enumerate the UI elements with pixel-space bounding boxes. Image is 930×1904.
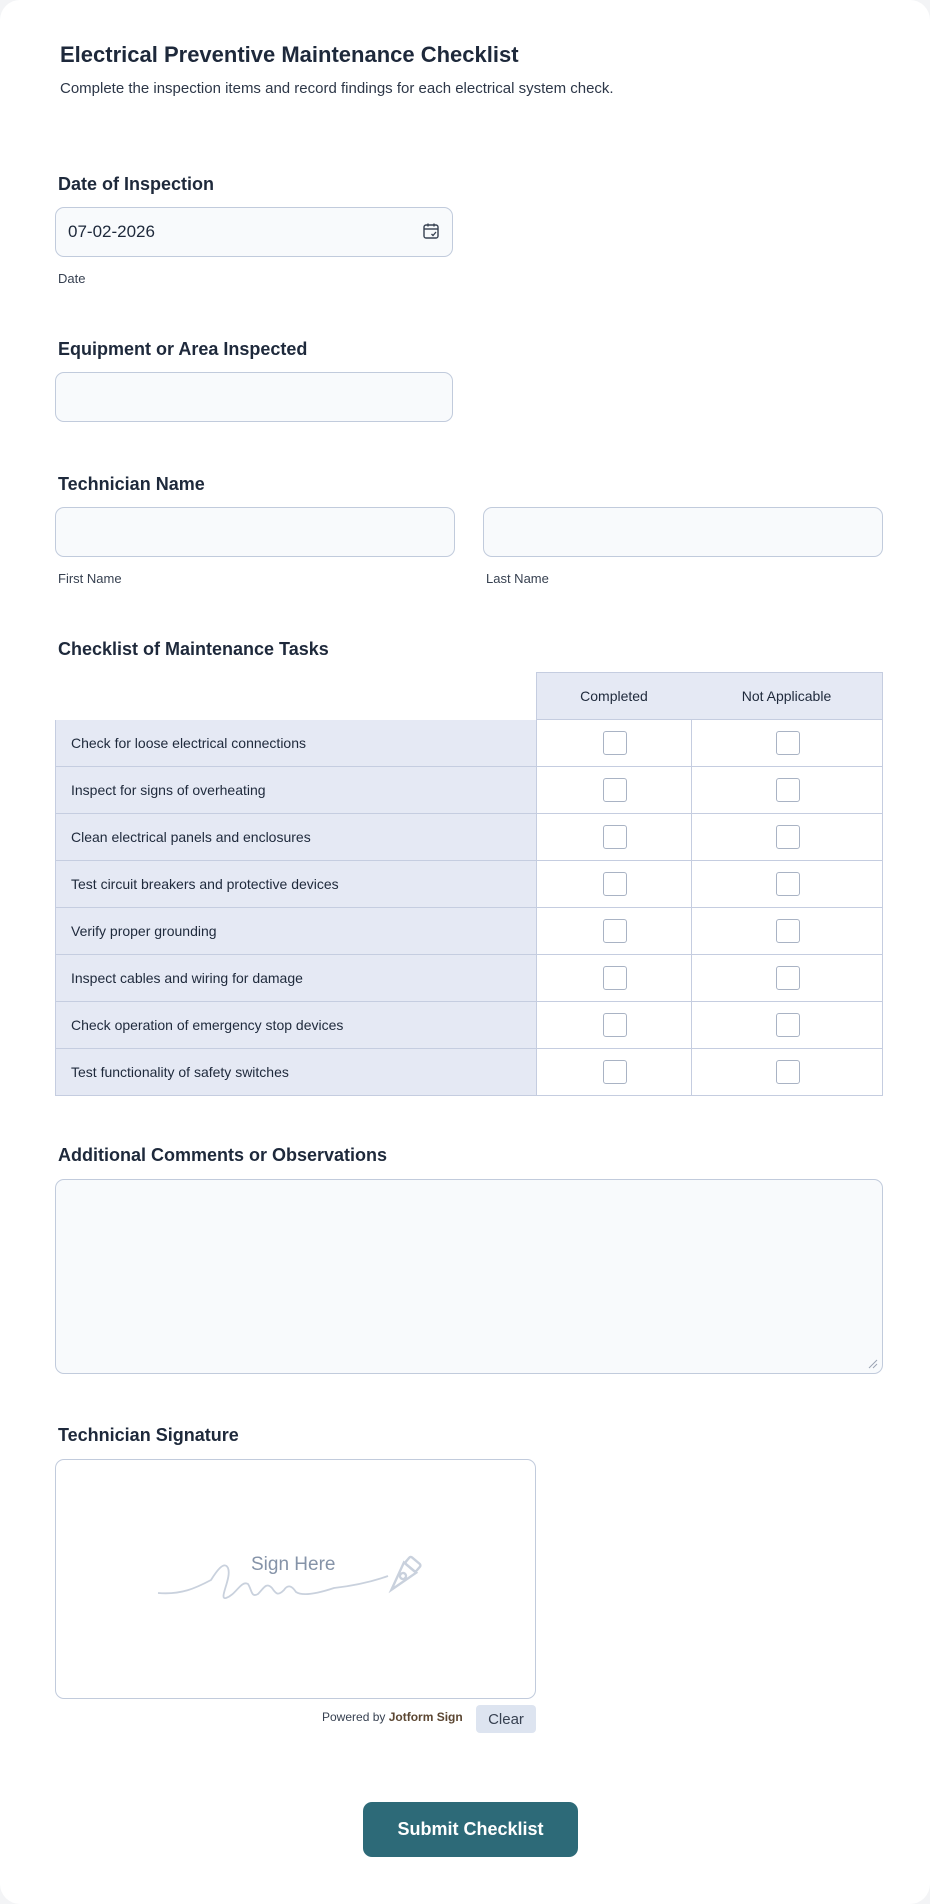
completed-checkbox[interactable] (603, 966, 627, 990)
table-row (55, 1049, 883, 1096)
completed-checkbox[interactable] (603, 825, 627, 849)
not-applicable-checkbox[interactable] (776, 1013, 800, 1037)
comments-label: Additional Comments or Observations (58, 1145, 388, 1165)
row-label: Clean electrical panels and enclosures (55, 814, 537, 861)
matrix-cell (537, 720, 692, 767)
table-row (55, 861, 883, 908)
table-row (55, 1002, 883, 1049)
date-label: Date of Inspection (58, 174, 215, 194)
column-header-completed: Completed (536, 672, 692, 720)
not-applicable-checkbox[interactable] (776, 966, 800, 990)
row-label: Verify proper grounding (55, 908, 537, 955)
calendar-icon[interactable] (422, 222, 440, 240)
comments-textarea[interactable] (55, 1179, 883, 1374)
table-row (55, 814, 883, 861)
row-label: Inspect for signs of overheating (55, 767, 537, 814)
matrix-cell (537, 814, 692, 861)
powered-prefix: Powered by (322, 1710, 386, 1724)
matrix-cell (537, 767, 692, 814)
date-value: 07-02-2026 (68, 222, 155, 241)
clear-signature-button[interactable]: Clear (476, 1705, 536, 1733)
row-label: Test circuit breakers and protective devices (55, 861, 537, 908)
matrix-cell (692, 767, 883, 814)
first-name-sublabel: First Name (58, 571, 122, 586)
first-name-input[interactable] (55, 507, 455, 557)
row-label: Check operation of emergency stop devices (55, 1002, 537, 1049)
signature-label: Technician Signature (58, 1425, 239, 1445)
not-applicable-checkbox[interactable] (776, 778, 800, 802)
not-applicable-checkbox[interactable] (776, 825, 800, 849)
completed-checkbox[interactable] (603, 731, 627, 755)
technician-label: Technician Name (58, 474, 205, 494)
matrix-cell (537, 1002, 692, 1049)
last-name-sublabel: Last Name (486, 571, 549, 586)
equipment-input[interactable] (55, 372, 453, 422)
date-input[interactable] (55, 207, 453, 257)
equipment-label: Equipment or Area Inspected (58, 339, 308, 359)
signature-scribble-icon (156, 1550, 416, 1610)
matrix-cell (537, 955, 692, 1002)
row-label: Test functionality of safety switches (55, 1049, 537, 1096)
sign-here-hint: Sign Here (251, 1554, 336, 1575)
submit-button[interactable]: Submit Checklist (363, 1802, 578, 1857)
not-applicable-checkbox[interactable] (776, 872, 800, 896)
powered-brand: Jotform Sign (388, 1710, 463, 1724)
row-label: Inspect cables and wiring for damage (55, 955, 537, 1002)
signature-pad[interactable] (55, 1459, 536, 1699)
completed-checkbox[interactable] (603, 1013, 627, 1037)
row-label: Check for loose electrical connections (55, 720, 537, 767)
resize-handle-icon[interactable] (868, 1359, 878, 1369)
last-name-input[interactable] (483, 507, 883, 557)
form-title: Electrical Preventive Maintenance Checklist (60, 42, 519, 67)
date-sublabel: Date (58, 271, 86, 286)
pen-nib-icon (381, 1554, 425, 1598)
completed-checkbox[interactable] (603, 872, 627, 896)
matrix-cell (692, 1002, 883, 1049)
completed-checkbox[interactable] (603, 1060, 627, 1084)
checklist-label: Checklist of Maintenance Tasks (58, 639, 329, 659)
column-header-not-applicable: Not Applicable (691, 672, 883, 720)
completed-checkbox[interactable] (603, 778, 627, 802)
form-description: Complete the inspection items and record findings for each electrical system check. (60, 80, 614, 97)
matrix-cell (692, 720, 883, 767)
not-applicable-checkbox[interactable] (776, 919, 800, 943)
matrix-cell (692, 1049, 883, 1096)
not-applicable-checkbox[interactable] (776, 731, 800, 755)
matrix-cell (537, 1049, 692, 1096)
matrix-cell (692, 814, 883, 861)
completed-checkbox[interactable] (603, 919, 627, 943)
matrix-cell (692, 861, 883, 908)
matrix-cell (537, 861, 692, 908)
table-row (55, 908, 883, 955)
powered-by (322, 1710, 463, 1724)
not-applicable-checkbox[interactable] (776, 1060, 800, 1084)
table-row (55, 720, 883, 767)
matrix-cell (692, 908, 883, 955)
matrix-cell (537, 908, 692, 955)
matrix-cell (692, 955, 883, 1002)
table-row (55, 767, 883, 814)
table-row (55, 955, 883, 1002)
